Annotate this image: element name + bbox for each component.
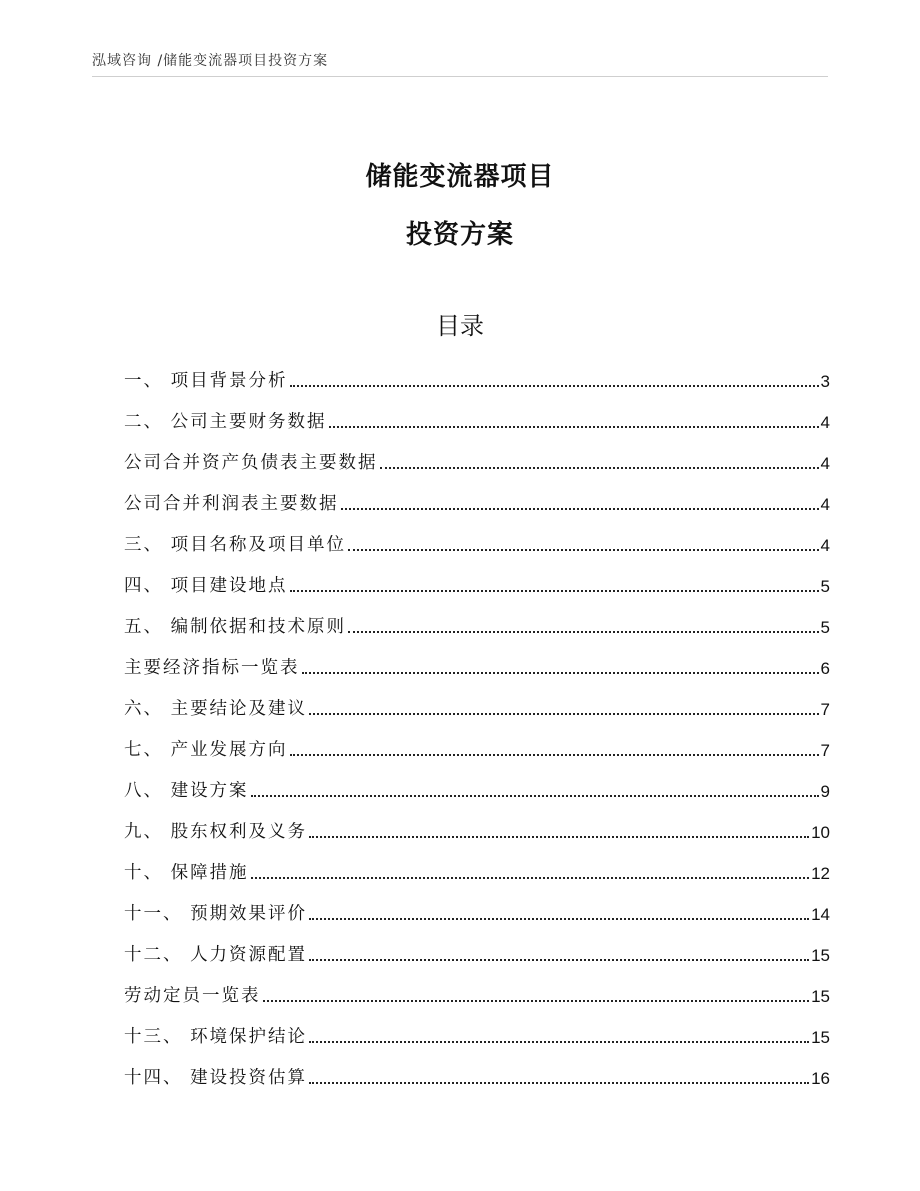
toc-dot-leader — [380, 467, 819, 469]
toc-entry[interactable] — [124, 522, 830, 563]
toc-dot-leader — [251, 795, 819, 797]
toc-entry-page: 4 — [820, 495, 830, 514]
running-header: 泓域咨询 /储能变流器项目投资方案 — [92, 53, 329, 69]
toc-dot-leader — [290, 385, 819, 387]
header-divider — [92, 76, 828, 77]
toc-dot-leader — [263, 1000, 810, 1002]
toc-entry[interactable] — [124, 645, 830, 686]
toc-entry-page: 9 — [820, 782, 830, 801]
toc-entry-label: 四、 项目建设地点 — [124, 576, 288, 596]
toc-entry-label: 八、 建设方案 — [124, 781, 249, 801]
toc-entry-page: 3 — [820, 372, 830, 391]
toc-entry-page: 15 — [811, 946, 830, 965]
toc-entry[interactable] — [124, 481, 830, 522]
toc-entry-label: 十、 保障措施 — [124, 863, 249, 883]
toc-entry[interactable] — [124, 768, 830, 809]
toc-entry[interactable] — [124, 563, 830, 604]
toc-entry-label: 十一、 预期效果评价 — [124, 904, 308, 924]
toc-entry-page: 15 — [811, 1028, 830, 1047]
toc-entry-label: 五、 编制依据和技术原则 — [124, 617, 347, 637]
toc-heading: 目录 — [436, 312, 484, 340]
toc-entry-label: 三、 项目名称及项目单位 — [124, 535, 347, 555]
toc-dot-leader — [309, 918, 809, 920]
toc-entry-label: 六、 主要结论及建议 — [124, 699, 308, 719]
toc-entry-page: 15 — [811, 987, 830, 1006]
toc-dot-leader — [290, 590, 819, 592]
toc-dot-leader — [329, 426, 819, 428]
toc-entry-label: 一、 项目背景分析 — [124, 371, 288, 391]
toc-entry-page: 14 — [811, 905, 830, 924]
toc-entry[interactable] — [124, 973, 830, 1014]
toc-entry-label: 公司合并利润表主要数据 — [124, 494, 339, 514]
toc-entry-page: 4 — [820, 413, 830, 432]
toc-entry[interactable] — [124, 604, 830, 645]
toc-entry-label: 十二、 人力资源配置 — [124, 945, 308, 965]
toc-entry-page: 5 — [820, 577, 830, 596]
toc-entry-page: 7 — [820, 741, 830, 760]
toc-dot-leader — [309, 713, 818, 715]
toc-dot-leader — [309, 959, 809, 961]
toc-dot-leader — [309, 836, 809, 838]
toc-entry[interactable] — [124, 891, 830, 932]
toc-entry-label: 七、 产业发展方向 — [124, 740, 288, 760]
toc-entry-label: 劳动定员一览表 — [124, 986, 261, 1006]
document-title-line1: 储能变流器项目 — [365, 162, 555, 192]
toc-entry-page: 4 — [820, 536, 830, 555]
toc-entry[interactable] — [124, 358, 830, 399]
toc-dot-leader — [251, 877, 810, 879]
toc-entry[interactable] — [124, 1055, 830, 1096]
toc-entry-label: 公司合并资产负债表主要数据 — [124, 453, 378, 473]
toc-dot-leader — [348, 549, 818, 551]
toc-entry-page: 7 — [820, 700, 830, 719]
toc-dot-leader — [341, 508, 819, 510]
toc-entry[interactable] — [124, 932, 830, 973]
toc-dot-leader — [309, 1082, 809, 1084]
toc-entry[interactable] — [124, 850, 830, 891]
toc-entry-label: 主要经济指标一览表 — [124, 658, 300, 678]
toc-entry[interactable] — [124, 686, 830, 727]
toc-entry-label: 二、 公司主要财务数据 — [124, 412, 327, 432]
toc-dot-leader — [348, 631, 818, 633]
toc-entry[interactable] — [124, 727, 830, 768]
toc-dot-leader — [290, 754, 819, 756]
toc-entry[interactable] — [124, 809, 830, 850]
toc-entry-page: 5 — [820, 618, 830, 637]
toc-entry-label: 九、 股东权利及义务 — [124, 822, 308, 842]
toc-entry-page: 16 — [811, 1069, 830, 1088]
toc-entry-page: 6 — [820, 659, 830, 678]
toc-entry[interactable] — [124, 440, 830, 481]
table-of-contents — [124, 358, 830, 1096]
toc-entry-page: 12 — [811, 864, 830, 883]
toc-entry-label: 十四、 建设投资估算 — [124, 1068, 308, 1088]
toc-entry-page: 4 — [820, 454, 830, 473]
toc-dot-leader — [302, 672, 819, 674]
toc-entry-label: 十三、 环境保护结论 — [124, 1027, 308, 1047]
toc-entry-page: 10 — [811, 823, 830, 842]
toc-entry[interactable] — [124, 1014, 830, 1055]
toc-dot-leader — [309, 1041, 809, 1043]
document-title-line2: 投资方案 — [405, 220, 514, 250]
toc-entry[interactable] — [124, 399, 830, 440]
